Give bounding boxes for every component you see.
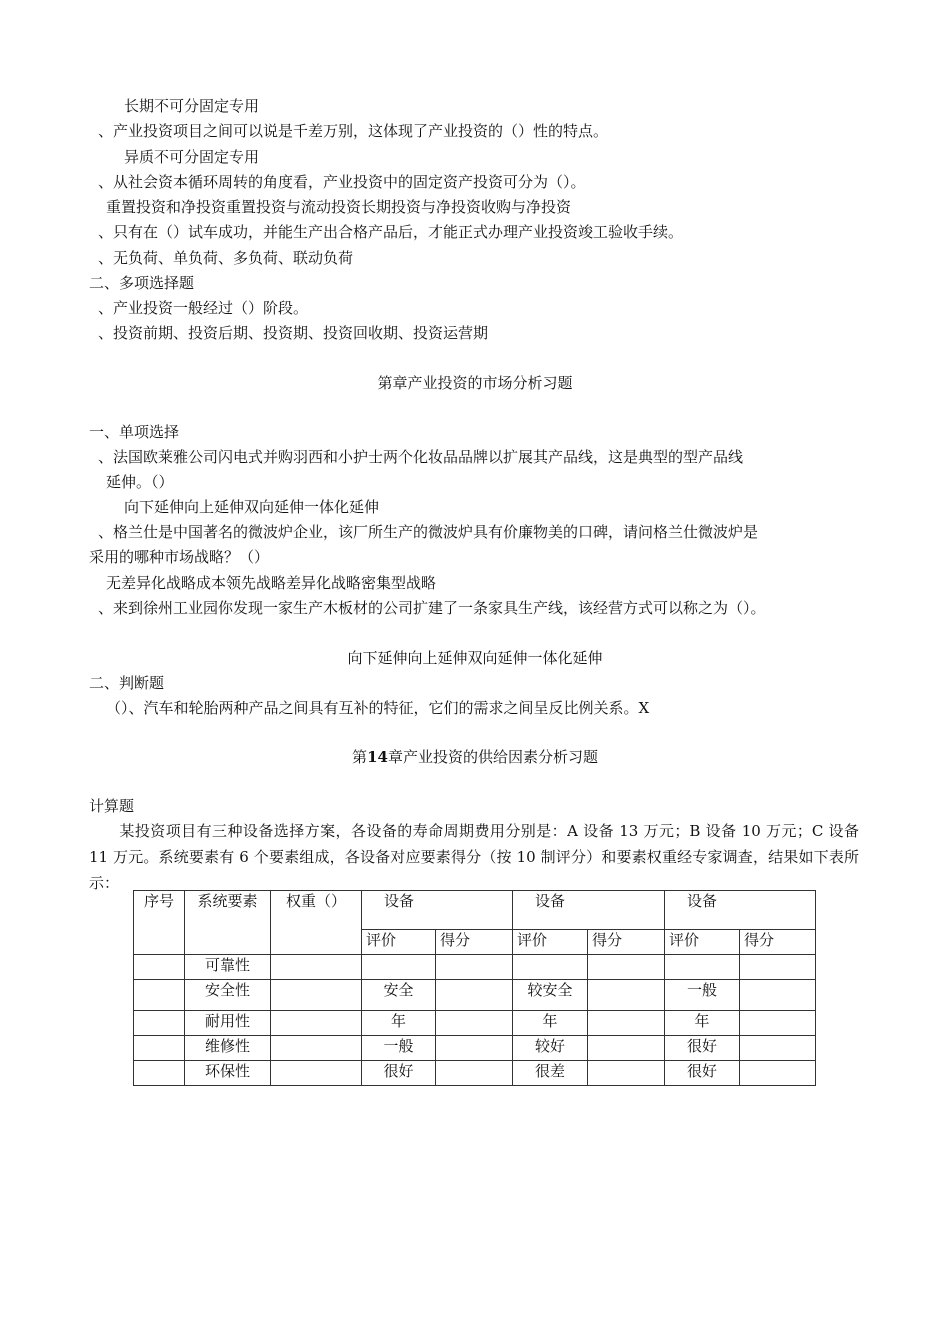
question-line-6: 、只有在（）试车成功，并能生产出合格产品后，才能正式办理产业投资竣工验收手续。 — [98, 223, 684, 241]
cell-weight — [271, 955, 362, 980]
cell-score-c — [740, 955, 816, 980]
header-equip-a: 设备 — [362, 891, 513, 930]
subheader-score-b: 得分 — [588, 930, 665, 955]
problem-paragraph — [89, 818, 859, 896]
cell-eval-c: 年 — [665, 1011, 740, 1036]
table-row — [134, 980, 816, 1011]
option-line-7: 、无负荷、单负荷、多负荷、联动负荷 — [98, 249, 354, 267]
cell-score-c — [740, 980, 816, 1011]
cell-score-a — [436, 1036, 513, 1061]
question-line-12: 、法国欧莱雅公司闪电式并购羽西和小护士两个化妆品品牌以扩展其产品线，这是典型的型产品线 — [98, 448, 744, 466]
option-line-5: 重置投资和净投资重置投资与流动投资长期投资与净投资收购与净投资 — [106, 198, 572, 216]
cell-factor: 维修性 — [185, 1036, 271, 1061]
cell-score-b — [588, 955, 665, 980]
cell-eval-a: 很好 — [362, 1061, 436, 1086]
question-line-4: 、从社会资本循环周转的角度看，产业投资中的固定资产投资可分为（）。 — [98, 173, 586, 191]
cell-eval-a — [362, 955, 436, 980]
table-row — [134, 1036, 816, 1061]
table-row — [134, 955, 816, 980]
evaluation-table — [133, 890, 816, 1086]
cell-score-b — [588, 1011, 665, 1036]
table-row — [134, 1061, 816, 1086]
table-row — [134, 1011, 816, 1036]
cell-eval-b: 较安全 — [513, 980, 588, 1011]
cell-eval-b: 年 — [513, 1011, 588, 1036]
header-equip-b: 设备 — [513, 891, 665, 930]
cell-eval-b: 较好 — [513, 1036, 588, 1061]
section-heading-multi: 二、多项选择题 — [89, 274, 195, 292]
cell-score-a — [436, 980, 513, 1011]
subheader-eval-b: 评价 — [513, 930, 588, 955]
cell-eval-c — [665, 955, 740, 980]
question-line-21: （）、汽车和轮胎两种产品之间具有互补的特征，它们的需求之间呈反比例关系。X — [106, 699, 650, 717]
cell-eval-b: 很差 — [513, 1061, 588, 1086]
chapter-suffix: 章产业投资的供给因素分析习题 — [387, 748, 598, 766]
subheader-score-a: 得分 — [436, 930, 513, 955]
cell-score-a — [436, 955, 513, 980]
problem-text: 某投资项目有三种设备选择方案，各设备的寿命周期费用分别是：A 设备 13 万元；B 设备 10 万元；C 设备 11 万元。系统要素有 6 个要素组成，各设备对应要素得分（按 10 制评分）和要素权重经专家调查，结果如下表所示： — [89, 822, 859, 892]
option-line-14: 向下延伸向上延伸双向延伸一体化延伸 — [124, 498, 380, 516]
option-line-10: 、投资前期、投资后期、投资期、投资回收期、投资运营期 — [98, 324, 489, 342]
question-line-9: 、产业投资一般经过（）阶段。 — [98, 299, 309, 317]
question-line-18: 、来到徐州工业园你发现一家生产木板材的公司扩建了一条家具生产线，该经营方式可以称之为（）。 — [98, 599, 766, 617]
cell-eval-c: 一般 — [665, 980, 740, 1011]
cell-score-c — [740, 1061, 816, 1086]
option-line-3: 异质不可分固定专用 — [124, 148, 260, 166]
section-heading-judge: 二、判断题 — [89, 674, 165, 692]
cell-eval-b — [513, 955, 588, 980]
cell-eval-c: 很好 — [665, 1061, 740, 1086]
cell-seq — [134, 1011, 185, 1036]
cell-score-b — [588, 980, 665, 1011]
cell-eval-c: 很好 — [665, 1036, 740, 1061]
chapter-title-supply — [0, 747, 950, 767]
chapter-prefix: 第 — [352, 748, 368, 766]
cell-weight — [271, 1011, 362, 1036]
cell-score-c — [740, 1036, 816, 1061]
section-heading-single: 一、单项选择 — [89, 423, 180, 441]
option-line-19: 向下延伸向上延伸双向延伸一体化延伸 — [347, 649, 603, 667]
header-factor: 系统要素 — [185, 891, 271, 955]
option-line-1: 长期不可分固定专用 — [124, 97, 260, 115]
subheader-eval-c: 评价 — [665, 930, 740, 955]
header-seq: 序号 — [134, 891, 185, 955]
cell-score-b — [588, 1036, 665, 1061]
question-line-2: 、产业投资项目之间可以说是千差万别，这体现了产业投资的（）性的特点。 — [98, 122, 609, 140]
header-weight: 权重（） — [271, 891, 362, 955]
cell-weight — [271, 1036, 362, 1061]
question-line-15: 、格兰仕是中国著名的微波炉企业，该厂所生产的微波炉具有价廉物美的口碑，请问格兰仕微波炉是 — [98, 523, 759, 541]
cell-weight — [271, 1061, 362, 1086]
cell-seq — [134, 1061, 185, 1086]
chapter-title-market: 第章产业投资的市场分析习题 — [377, 374, 573, 392]
cell-factor: 耐用性 — [185, 1011, 271, 1036]
subheader-eval-a: 评价 — [362, 930, 436, 955]
cell-factor: 可靠性 — [185, 955, 271, 980]
cell-factor: 环保性 — [185, 1061, 271, 1086]
cell-seq — [134, 955, 185, 980]
cell-score-c — [740, 1011, 816, 1036]
cell-weight — [271, 980, 362, 1011]
option-line-17: 无差异化战略成本领先战略差异化战略密集型战略 — [106, 574, 437, 592]
header-equip-c: 设备 — [665, 891, 816, 930]
table-header-row — [134, 891, 816, 930]
question-line-13: 延伸。（） — [106, 473, 174, 491]
chapter-number: 14 — [367, 748, 388, 766]
cell-score-b — [588, 1061, 665, 1086]
cell-score-a — [436, 1011, 513, 1036]
question-line-16: 采用的哪种市场战略？（） — [89, 548, 270, 566]
cell-score-a — [436, 1061, 513, 1086]
cell-eval-a: 安全 — [362, 980, 436, 1011]
cell-eval-a: 年 — [362, 1011, 436, 1036]
subheader-score-c: 得分 — [740, 930, 816, 955]
cell-factor: 安全性 — [185, 980, 271, 1011]
cell-seq — [134, 1036, 185, 1061]
section-heading-calc: 计算题 — [89, 797, 135, 815]
cell-eval-a: 一般 — [362, 1036, 436, 1061]
cell-seq — [134, 980, 185, 1011]
